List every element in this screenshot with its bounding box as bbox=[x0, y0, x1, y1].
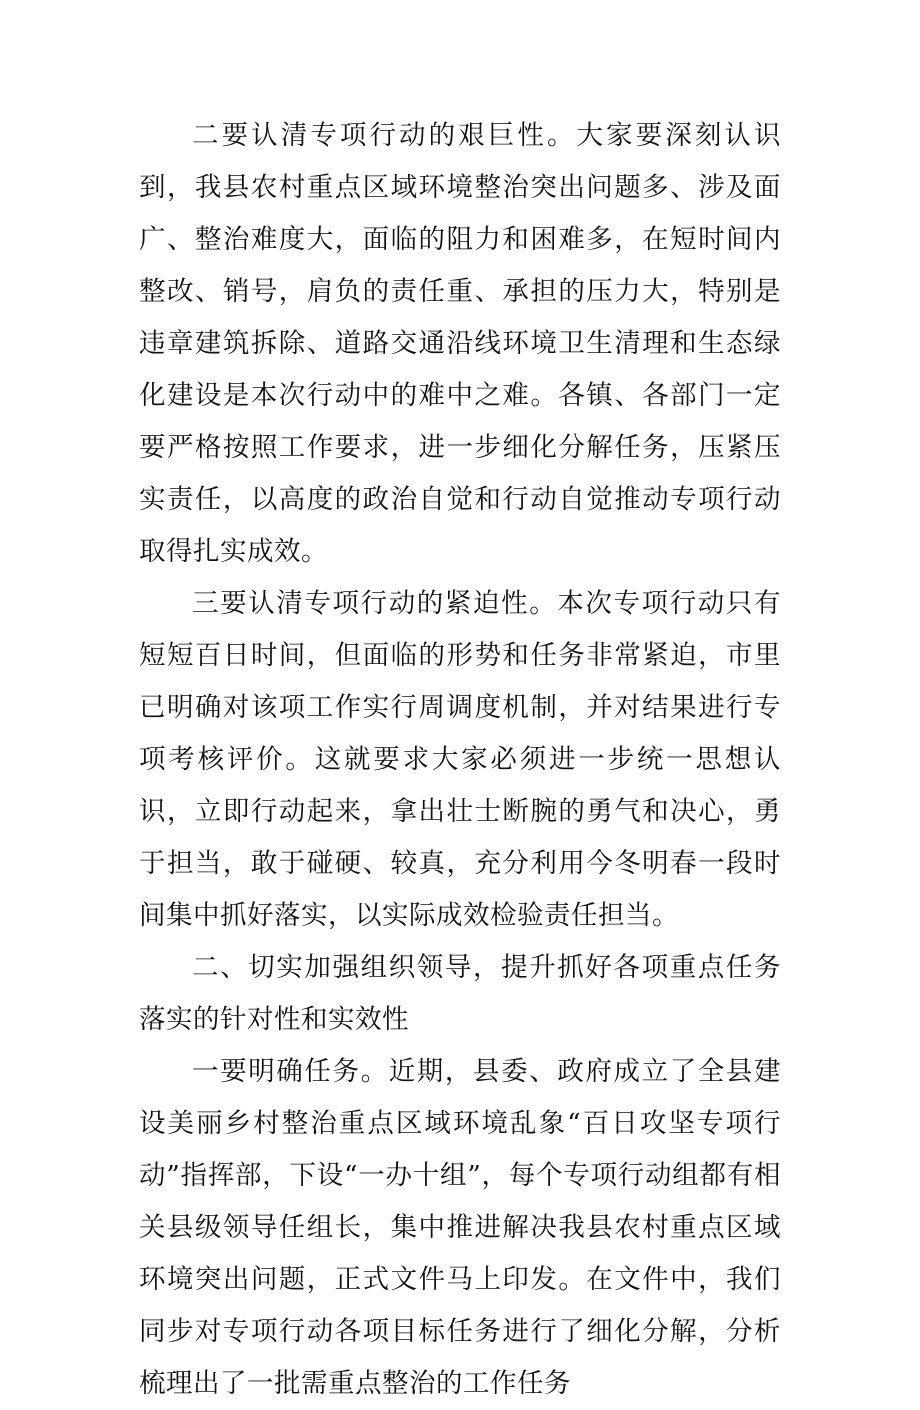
document-body bbox=[139, 110, 781, 1410]
paragraph-urgency: 三要认清专项行动的紧迫性。本次专项行动只有短短百日时间，但面临的形势和任务非常紧迫，市里已明确对该项工作实行周调度机制，并对结果进行专项考核评价。这就要求大家必须进一步统一思想认识，立即行动起来，拿出壮士断腕的勇气和决心，勇于担当，敢于碰硬、较真，充分利用今冬明春一段时间集中抓好落实，以实际成效检验责任担当。 bbox=[139, 588, 781, 931]
paragraph-arduousness: 二要认清专项行动的艰巨性。大家要深刻认识到，我县农村重点区域环境整治突出问题多、涉及面广、整治难度大，面临的阻力和困难多，在短时间内整改、销号，肩负的责任重、承担的压力大，特别是违章建筑拆除、道路交通沿线环境卫生清理和生态绿化建设是本次行动中的难中之难。各镇、各部门一定要严格按照工作要求，进一步细化分解任务，压紧压实责任，以高度的政治自觉和行动自觉推动专项行动取得扎实成效。 bbox=[139, 120, 781, 567]
paragraph-clarify-tasks: 一要明确任务。近期，县委、政府成立了全县建设美丽乡村整治重点区域环境乱象“百日攻坚专项行动”指挥部，下设“一办十组”，每个专项行动组都有相关县级领导任组长，集中推进解决我县农村重点区域环境突出问题，正式文件马上印发。在文件中，我们同步对专项行动各项目标任务进行了细化分解，分析梳理出了一批需重点整治的工作任务 bbox=[139, 1056, 781, 1399]
section-heading-organization-leadership: 二、切实加强组织领导，提升抓好各项重点任务落实的针对性和实效性 bbox=[139, 952, 781, 1035]
